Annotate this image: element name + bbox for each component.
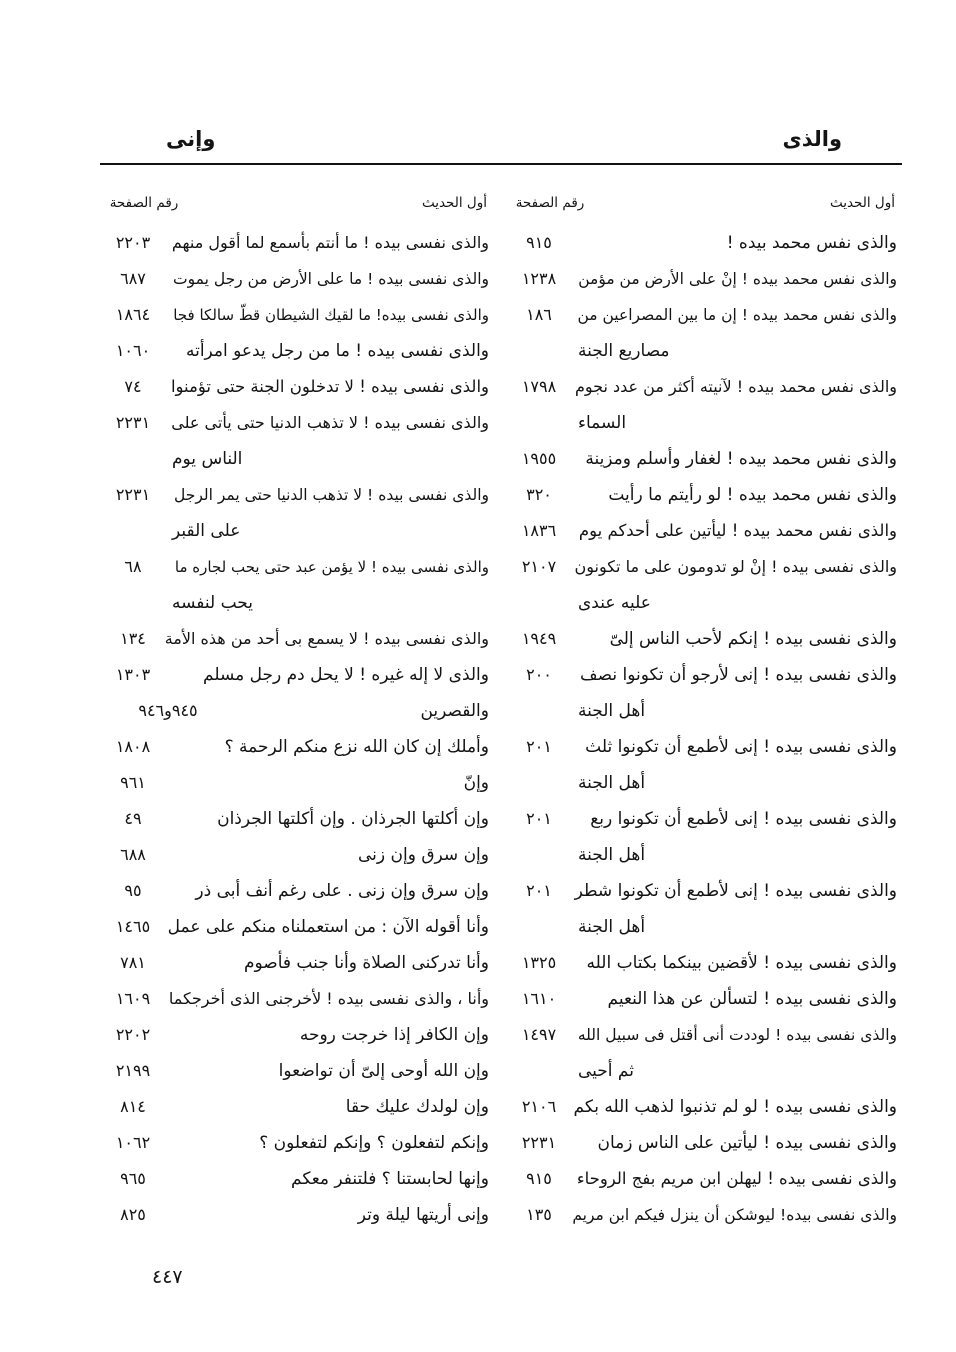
page-reference: ٢٢٠٢: [115, 1025, 151, 1044]
page-reference: ٢٢٣١: [115, 485, 151, 504]
index-entry: [104, 693, 490, 729]
hadith-opening: والذى نفسى بيده ! لأقضين بينكما بكتاب الله: [586, 953, 897, 973]
hadith-opening-continuation: مصاريع الجنة: [578, 341, 670, 361]
page-reference: ٧٤: [124, 377, 142, 396]
hadith-opening: والذى نفسى بيده! ما لقيك الشيطان قطّ سالكا فجا: [173, 306, 489, 324]
hadith-opening: وإن الله أوحى إلىّ أن تواضعوا: [278, 1061, 489, 1081]
index-entry: [510, 369, 898, 405]
page-reference: ١٨٣٦: [521, 521, 557, 540]
hadith-opening: والذى نفسى بيده ! لوددت أنى أقتل فى سبيل الله: [577, 1026, 897, 1044]
running-head-right: والذى: [782, 127, 842, 151]
hadith-opening: وأنا تدركنى الصلاة وأنا جنب فأصوم: [243, 953, 489, 973]
index-entry: [510, 1161, 898, 1197]
hadith-opening: وإن سرق وإن زنى . على رغم أنف أبى ذر: [195, 881, 489, 901]
hadith-opening: والذى نفسى بيده ! ما على الأرض من رجل يموت: [173, 270, 489, 288]
index-entry: [104, 333, 490, 369]
hadith-opening: والذى نفسى بيده ! ليأتين على الناس زمان: [597, 1133, 897, 1153]
page-reference: ١٠٦٢: [115, 1133, 151, 1152]
index-entry: [510, 1017, 898, 1053]
index-entry: [510, 621, 898, 657]
page-reference: ١٧٩٨: [521, 377, 557, 396]
hadith-opening-continuation: يحب لنفسه: [172, 593, 253, 613]
index-entry: [510, 225, 898, 261]
page-reference: ٦٨٨: [120, 845, 146, 864]
index-entry: [104, 621, 490, 657]
index-entry: [510, 729, 898, 765]
index-entry: [104, 873, 490, 909]
running-head-left: وإنى: [166, 127, 216, 151]
hadith-opening-continuation: على القبر: [172, 521, 241, 541]
page-reference: ٢٢٠٣: [115, 233, 151, 252]
hadith-opening: وإن لولدك عليك حقا: [345, 1097, 489, 1117]
column-header: [104, 188, 490, 218]
column-heading-page: رقم الصفحة: [109, 195, 179, 211]
page-reference: ١٤٦٥: [115, 917, 151, 936]
hadith-opening: والذى نفسى بيده ! إنى لأرجو أن تكونوا نصف: [580, 665, 897, 685]
index-column-right: [510, 188, 898, 1233]
page-reference: ١٤٩٧: [521, 1025, 557, 1044]
hadith-opening: والذى نفسى بيده ! لا تدخلون الجنة حتى تؤمنوا: [170, 377, 489, 396]
hadith-opening: والذى لا إله غيره ! لا يحل دم رجل مسلم: [203, 665, 489, 685]
page-reference: ١٩٥٥: [521, 449, 557, 468]
page-reference: ٩٤٥و٩٤٦: [138, 701, 198, 720]
hadith-opening: والذى نفسى بيده ! ما من رجل يدعو امرأته: [185, 341, 489, 361]
index-entry: [510, 1125, 898, 1161]
hadith-opening: والذى نفسى بيده ! لا يؤمن عبد حتى يحب لجاره ما: [174, 558, 489, 576]
index-entry: [104, 477, 490, 513]
hadith-opening: والذى نفسى بيده ! لو لم تذنبوا لذهب الله بكم: [573, 1097, 897, 1117]
hadith-opening-continuation: الناس يوم: [172, 449, 243, 469]
index-entry: [104, 405, 490, 441]
index-entry-continuation: [510, 405, 898, 441]
hadith-opening: وأنا ، والذى نفسى بيده ! لأخرجنى الذى أخرجكما: [168, 989, 489, 1008]
header-rule: [100, 163, 902, 165]
page-reference: ٢١٩٩: [115, 1061, 151, 1080]
page-reference: ٢٢٣١: [115, 413, 151, 432]
index-entry: [104, 945, 490, 981]
page-reference: ٩٥: [124, 881, 142, 900]
index-entry: [510, 441, 898, 477]
page-reference: ٨٢٥: [120, 1205, 146, 1224]
index-entry: [104, 801, 490, 837]
hadith-opening-continuation: أهل الجنة: [578, 701, 646, 721]
page-reference: ٢١٠٧: [521, 557, 557, 576]
hadith-opening: والذى نفسى بيده ! إنى لأطمع أن تكونوا شطر: [574, 881, 897, 901]
hadith-opening: وأملك إن كان الله نزع منكم الرحمة ؟: [224, 737, 489, 757]
index-column-left: [104, 188, 490, 1233]
page-reference: ١٣٢٥: [521, 953, 557, 972]
index-entry: [510, 297, 898, 333]
index-entry: [510, 261, 898, 297]
page-reference: ٢٠١: [526, 809, 552, 828]
page-reference: ٣٢٠: [526, 485, 552, 504]
index-entry: [510, 477, 898, 513]
index-entry: [104, 549, 490, 585]
hadith-opening-continuation: عليه عندى: [578, 593, 651, 613]
index-entry: [510, 1089, 898, 1125]
hadith-opening: والذى نفسى بيده ! ليهلن ابن مريم بفج الروحاء: [576, 1169, 897, 1188]
hadith-opening-continuation: أهل الجنة: [578, 917, 646, 937]
index-entry: [104, 909, 490, 945]
page-reference: ٧٨١: [120, 953, 146, 972]
index-entry: [104, 1053, 490, 1089]
index-entry: [104, 369, 490, 405]
hadith-opening: وإن سرق وإن زنى: [358, 845, 489, 865]
page-reference: ٢٠١: [526, 881, 552, 900]
hadith-opening: والذى نفسى بيده ! ما أنتم بأسمع لما أقول منهم: [171, 233, 489, 252]
index-entry: [510, 801, 898, 837]
index-entry: [104, 1017, 490, 1053]
index-entry: [510, 1197, 898, 1233]
page-reference: ٨١٤: [120, 1097, 146, 1116]
hadith-opening: والذى نفس محمد بيده ! لو رأيتم ما رأيت: [608, 485, 897, 505]
index-entry: [510, 945, 898, 981]
page-reference: ٢٠١: [526, 737, 552, 756]
hadith-opening: وإنّ: [463, 773, 489, 793]
hadith-opening: والذى نفسى بيده ! لتسألن عن هذا النعيم: [607, 989, 897, 1009]
page-reference: ١٣٥: [526, 1205, 552, 1224]
page-reference: ٢١٠٦: [521, 1097, 557, 1116]
hadith-opening-continuation: أهل الجنة: [578, 845, 646, 865]
page-reference: ٩١٥: [526, 1169, 552, 1188]
index-entry-continuation: [510, 837, 898, 873]
column-heading-hadith: أول الحديث: [421, 195, 487, 211]
hadith-opening: والذى نفسى بيده ! لا تذهب الدنيا حتى يمر الرجل: [174, 486, 489, 504]
hadith-opening: وإن الكافر إذا خرجت روحه: [299, 1025, 489, 1045]
hadith-opening: والذى نفس محمد بيده ! إنْ على الأرض من مؤمن: [578, 270, 897, 288]
hadith-opening: والقصرين: [420, 701, 489, 721]
index-entry: [104, 1089, 490, 1125]
hadith-opening-continuation: أهل الجنة: [578, 773, 646, 793]
hadith-opening: والذى نفس محمد بيده ! لغفار وأسلم ومزينة: [585, 449, 897, 469]
index-entry: [510, 657, 898, 693]
hadith-opening: وإنها لحابستنا ؟ فلتنفر معكم: [291, 1169, 489, 1189]
page-reference: ٦٨٧: [120, 269, 146, 288]
index-entry: [510, 873, 898, 909]
page-reference: ٢٠٠: [526, 665, 552, 684]
hadith-opening: وأنا أقوله الآن : من استعملناه منكم على عمل: [167, 917, 489, 937]
hadith-opening: والذى نفس محمد بيده !: [726, 233, 897, 253]
index-entry: [104, 297, 490, 333]
index-entry-continuation: [510, 693, 898, 729]
column-heading-hadith: أول الحديث: [829, 195, 895, 211]
index-entry-continuation: [104, 513, 490, 549]
hadith-opening: والذى نفس محمد بيده ! إن ما بين المصراعين من: [577, 306, 897, 324]
page-reference: ١٨٦: [526, 305, 552, 324]
index-entry-continuation: [510, 585, 898, 621]
index-entry-continuation: [510, 1053, 898, 1089]
hadith-opening: والذى نفسى بيده ! لا تذهب الدنيا حتى يأتى على: [171, 413, 489, 432]
hadith-opening: والذى نفسى بيده! ليوشكن أن ينزل فيكم ابن مريم: [572, 1206, 897, 1224]
page-reference: ٦٨: [124, 557, 142, 576]
index-entry: [510, 513, 898, 549]
page-reference: ٩١٥: [526, 233, 552, 252]
page-reference: ٤٩: [124, 809, 142, 828]
page-reference: ٩٦١: [120, 773, 146, 792]
page-reference: ١٩٤٩: [521, 629, 557, 648]
index-entry: [104, 1197, 490, 1233]
hadith-opening-continuation: ثم أحيى: [578, 1061, 634, 1081]
hadith-opening: وإنكم لتفعلون ؟ وإنكم لتفعلون ؟: [259, 1133, 489, 1153]
page-reference: ١٨٠٨: [115, 737, 151, 756]
page-reference: ١٦١٠: [521, 989, 557, 1008]
index-entry: [104, 225, 490, 261]
index-entry: [104, 729, 490, 765]
page-reference: ١٠٦٠: [115, 341, 151, 360]
page-reference: ١٣٤: [120, 629, 146, 648]
hadith-opening: والذى نفسى بيده ! إنكم لأحب الناس إلىّ: [609, 629, 897, 649]
column-header: [510, 188, 898, 218]
hadith-opening: والذى نفس محمد بيده ! لآنيته أكثر من عدد نجوم: [574, 377, 897, 396]
page-number: ٤٤٧: [152, 1266, 183, 1288]
index-entry-continuation: [510, 909, 898, 945]
index-entry-continuation: [104, 441, 490, 477]
page-reference: ١٨٦٤: [115, 305, 151, 324]
index-entry: [104, 981, 490, 1017]
index-entry-continuation: [510, 333, 898, 369]
page-reference: ٢٢٣١: [521, 1133, 557, 1152]
index-entry-continuation: [104, 585, 490, 621]
index-entry-continuation: [510, 765, 898, 801]
index-entry: [510, 549, 898, 585]
hadith-opening: والذى نفس محمد بيده ! ليأتين على أحدكم يوم: [578, 521, 897, 540]
page-reference: ١٢٣٨: [521, 269, 557, 288]
page-reference: ١٣٠٣: [115, 665, 151, 684]
hadith-opening: والذى نفسى بيده ! لا يسمع بى أحد من هذه الأمة: [164, 629, 489, 648]
index-entry: [104, 657, 490, 693]
hadith-opening: والذى نفسى بيده ! إنْ لو تدومون على ما تكونون: [574, 557, 897, 576]
hadith-opening: وإن أكلتها الجرذان . وإن أكلتها الجرذان: [217, 809, 489, 829]
index-entry: [510, 981, 898, 1017]
hadith-opening-continuation: السماء: [578, 413, 627, 433]
index-entry: [104, 765, 490, 801]
index-entry: [104, 1125, 490, 1161]
index-entry: [104, 1161, 490, 1197]
page-reference: ١٦٠٩: [115, 989, 151, 1008]
hadith-opening: وإنى أريتها ليلة وتر: [357, 1205, 489, 1225]
index-entry: [104, 261, 490, 297]
index-entry: [104, 837, 490, 873]
hadith-opening: والذى نفسى بيده ! إنى لأطمع أن تكونوا ربع: [590, 809, 897, 829]
hadith-opening: والذى نفسى بيده ! إنى لأطمع أن تكونوا ثلث: [585, 737, 897, 757]
column-heading-page: رقم الصفحة: [515, 195, 585, 211]
page-reference: ٩٦٥: [120, 1169, 146, 1188]
